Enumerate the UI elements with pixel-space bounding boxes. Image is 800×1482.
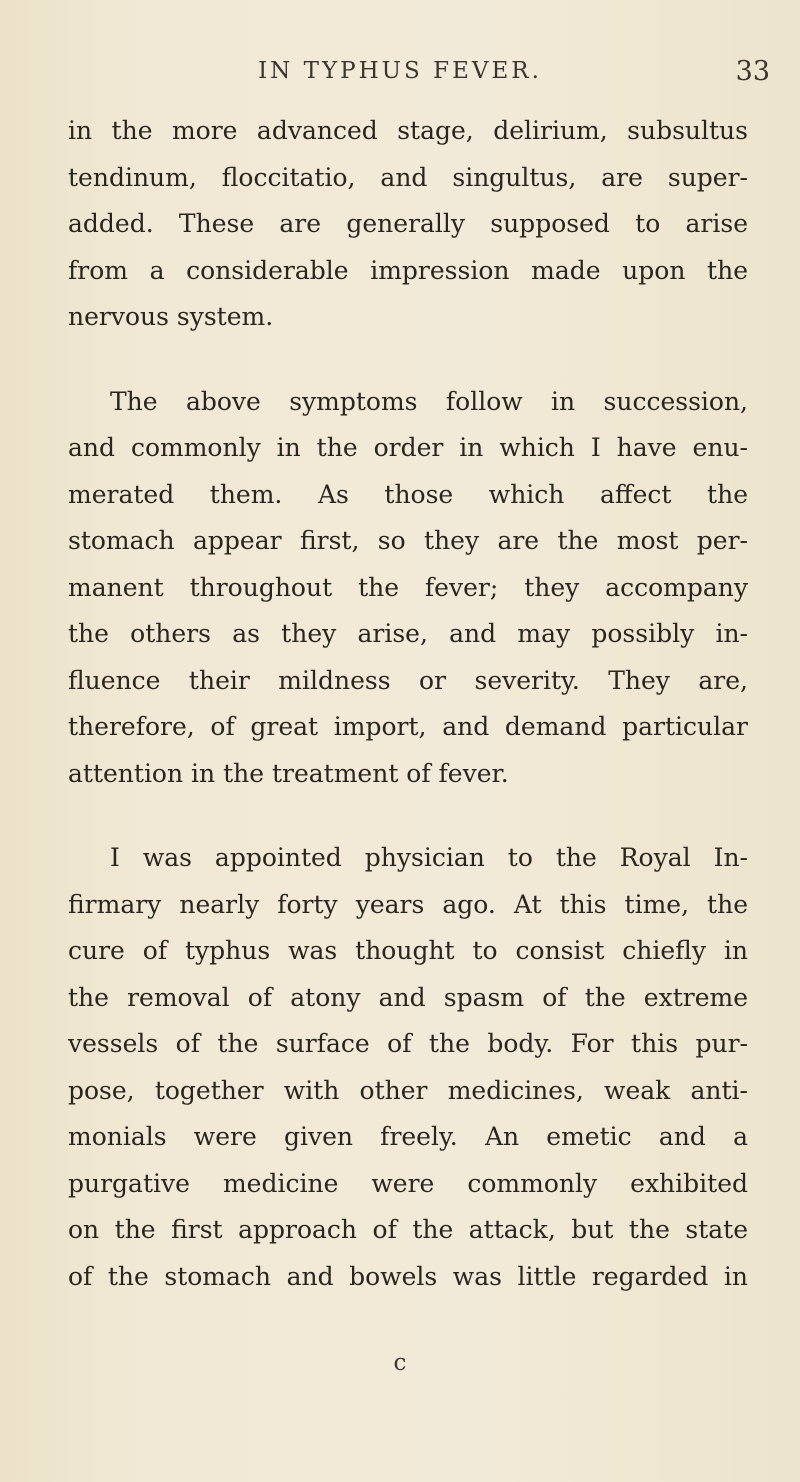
text-line: therefore, of great import, and demand particular	[68, 712, 748, 741]
text-line: vessels of the surface of the body. For this pur-	[68, 1029, 748, 1058]
paragraph-1	[68, 108, 748, 341]
text-line: merated them. As those which affect the	[68, 479, 748, 509]
paragraph-3	[68, 835, 748, 1300]
text-line: monials were given freely. An emetic and a	[68, 1122, 748, 1151]
paragraph-2	[68, 379, 748, 798]
text-line: cure of typhus was thought to consist chiefly in	[68, 936, 748, 965]
text-line: The above symptoms follow in succession,	[110, 386, 748, 416]
text-line: fluence their mildness or severity. They are,	[68, 665, 748, 695]
text-line: tendinum, floccitatio, and singultus, are super-	[68, 162, 748, 192]
running-head: IN TYPHUS FEVER.	[258, 58, 542, 84]
text-line: the removal of atony and spasm of the extreme	[68, 982, 748, 1012]
text-line: purgative medicine were commonly exhibited	[68, 1168, 748, 1198]
text-line: I was appointed physician to the Royal In-	[110, 843, 748, 872]
text-line: attention in the treatment of fever.	[68, 758, 509, 788]
text-line: on the first approach of the attack, but the state	[68, 1215, 748, 1244]
text-line: and commonly in the order in which I have enu-	[68, 433, 748, 462]
text-line: in the more advanced stage, delirium, subsultus	[68, 116, 748, 145]
page-number: 33	[735, 56, 770, 87]
signature-mark: c	[393, 1350, 407, 1376]
text-line: nervous system.	[68, 302, 274, 331]
text-line: of the stomach and bowels was little regarded in	[68, 1261, 748, 1291]
text-line: stomach appear first, so they are the most per-	[68, 526, 748, 555]
text-line: firmary nearly forty years ago. At this time, the	[68, 889, 748, 919]
text-line: from a considerable impression made upon the	[68, 255, 748, 285]
text-line: manent throughout the fever; they accompany	[68, 572, 748, 602]
text-line: the others as they arise, and may possibly in-	[68, 619, 748, 648]
page-header	[0, 56, 800, 92]
body-text	[68, 108, 748, 1338]
text-line: added. These are generally supposed to arise	[68, 209, 748, 238]
text-line: pose, together with other medicines, weak anti-	[68, 1075, 748, 1105]
